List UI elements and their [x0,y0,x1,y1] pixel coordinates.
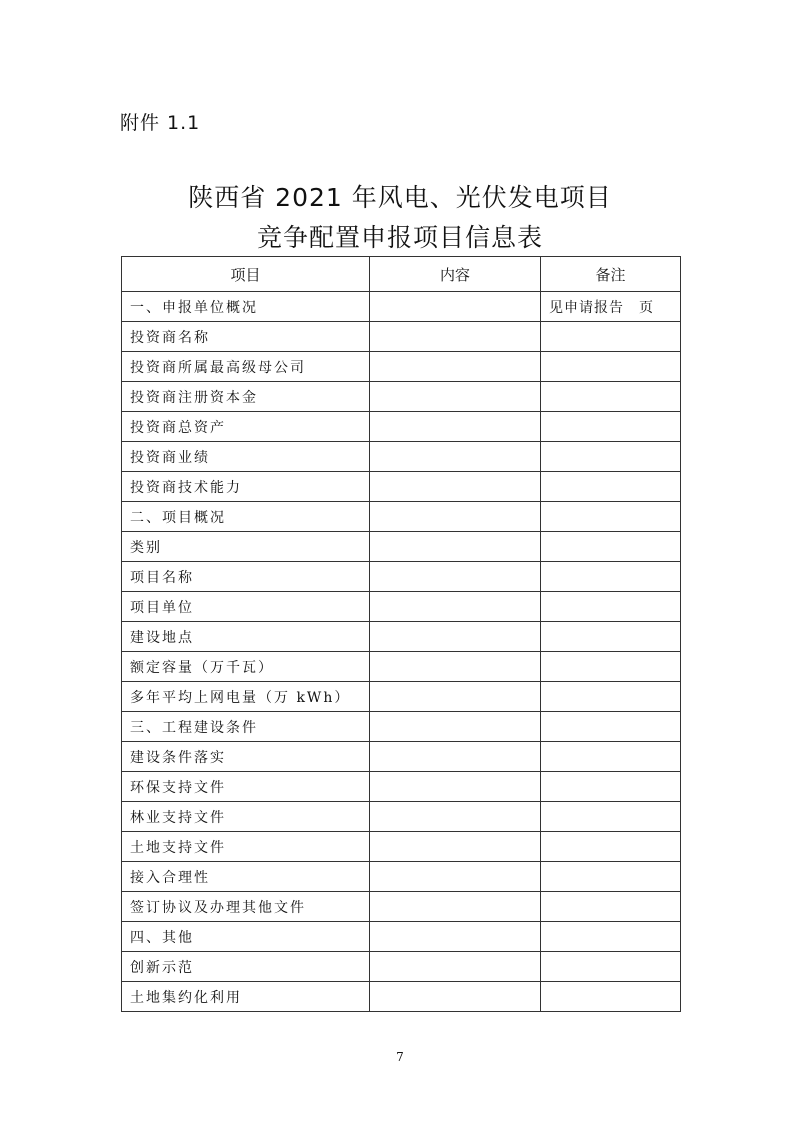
table-cell-note [541,952,681,982]
table-row [122,802,681,832]
table-cell-note [541,322,681,352]
table-cell-item: 三、工程建设条件 [122,712,370,742]
header-content: 内容 [370,257,541,292]
table-cell-note [541,802,681,832]
table-row [122,592,681,622]
table-row [122,652,681,682]
table-cell-item: 建设条件落实 [122,742,370,772]
table-cell-note [541,412,681,442]
table-cell-content [370,562,541,592]
table-cell-note [541,442,681,472]
table-cell-item: 土地支持文件 [122,832,370,862]
table-cell-item: 投资商业绩 [122,442,370,472]
table-cell-item: 签订协议及办理其他文件 [122,892,370,922]
table-cell-note [541,562,681,592]
table-row [122,562,681,592]
table-header-row [122,257,681,292]
table-cell-item: 接入合理性 [122,862,370,892]
table-cell-content [370,592,541,622]
section-row [122,712,681,742]
table-cell-item: 四、其他 [122,922,370,952]
table-cell-item: 项目单位 [122,592,370,622]
table-cell-item: 建设地点 [122,622,370,652]
table-cell-content [370,352,541,382]
table-cell-item: 投资商所属最高级母公司 [122,352,370,382]
project-info-table [121,256,681,1012]
table-cell-note [541,592,681,622]
table-cell-content [370,742,541,772]
table-cell-note [541,922,681,952]
table-cell-content [370,652,541,682]
table-cell-note [541,472,681,502]
table-cell-note [541,772,681,802]
document-title-line-2: 竞争配置申报项目信息表 [256,223,543,252]
table-cell-content [370,892,541,922]
table-row [122,532,681,562]
table-cell-content [370,532,541,562]
table-row [122,772,681,802]
table-cell-content [370,502,541,532]
table-row [122,382,681,412]
table-row [122,832,681,862]
section-row [122,502,681,532]
table-cell-content [370,922,541,952]
table-cell-note [541,742,681,772]
table-cell-content [370,952,541,982]
table-cell-item: 林业支持文件 [122,802,370,832]
table-cell-item: 投资商技术能力 [122,472,370,502]
table-cell-note [541,382,681,412]
table-cell-item: 类别 [122,532,370,562]
table-row [122,442,681,472]
section-row [122,922,681,952]
table-cell-item: 投资商名称 [122,322,370,352]
table-cell-item: 土地集约化利用 [122,982,370,1012]
table-cell-note [541,352,681,382]
header-item: 项目 [122,257,370,292]
header-note: 备注 [541,257,681,292]
table-cell-content [370,412,541,442]
table-cell-content [370,622,541,652]
table-cell-content [370,682,541,712]
table-cell-content [370,472,541,502]
table-cell-content [370,832,541,862]
table-cell-note [541,832,681,862]
table-row [122,412,681,442]
table-cell-note [541,622,681,652]
table-cell-content [370,772,541,802]
table-cell-item: 项目名称 [122,562,370,592]
table-cell-content [370,322,541,352]
table-cell-item: 多年平均上网电量（万 kWh） [122,682,370,712]
table-row [122,622,681,652]
table-cell-content [370,712,541,742]
table-cell-note [541,862,681,892]
table-cell-note [541,652,681,682]
table-cell-item: 投资商注册资本金 [122,382,370,412]
table-cell-note [541,502,681,532]
table-cell-note: 见申请报告 页 [541,292,681,322]
table-cell-item: 投资商总资产 [122,412,370,442]
table-cell-item: 一、申报单位概况 [122,292,370,322]
table-row [122,742,681,772]
table-cell-item: 环保支持文件 [122,772,370,802]
table-cell-note [541,892,681,922]
table-cell-item: 创新示范 [122,952,370,982]
table-cell-note [541,982,681,1012]
table-cell-item: 二、项目概况 [122,502,370,532]
page-number: 7 [396,1050,404,1064]
document-title-line-1: 陕西省 2021 年风电、光伏发电项目 [188,183,612,212]
table-cell-content [370,862,541,892]
section-row [122,292,681,322]
table-cell-content [370,292,541,322]
table-cell-content [370,382,541,412]
attachment-label: 附件 1.1 [120,112,201,134]
table-cell-content [370,442,541,472]
table-row [122,892,681,922]
table-cell-content [370,982,541,1012]
table-cell-item: 额定容量（万千瓦） [122,652,370,682]
table-row [122,472,681,502]
table-cell-note [541,532,681,562]
table-row [122,982,681,1012]
table-row [122,862,681,892]
table-row [122,952,681,982]
table-row [122,682,681,712]
table-row [122,352,681,382]
table-cell-note [541,712,681,742]
table-cell-content [370,802,541,832]
table-cell-note [541,682,681,712]
table-row [122,322,681,352]
